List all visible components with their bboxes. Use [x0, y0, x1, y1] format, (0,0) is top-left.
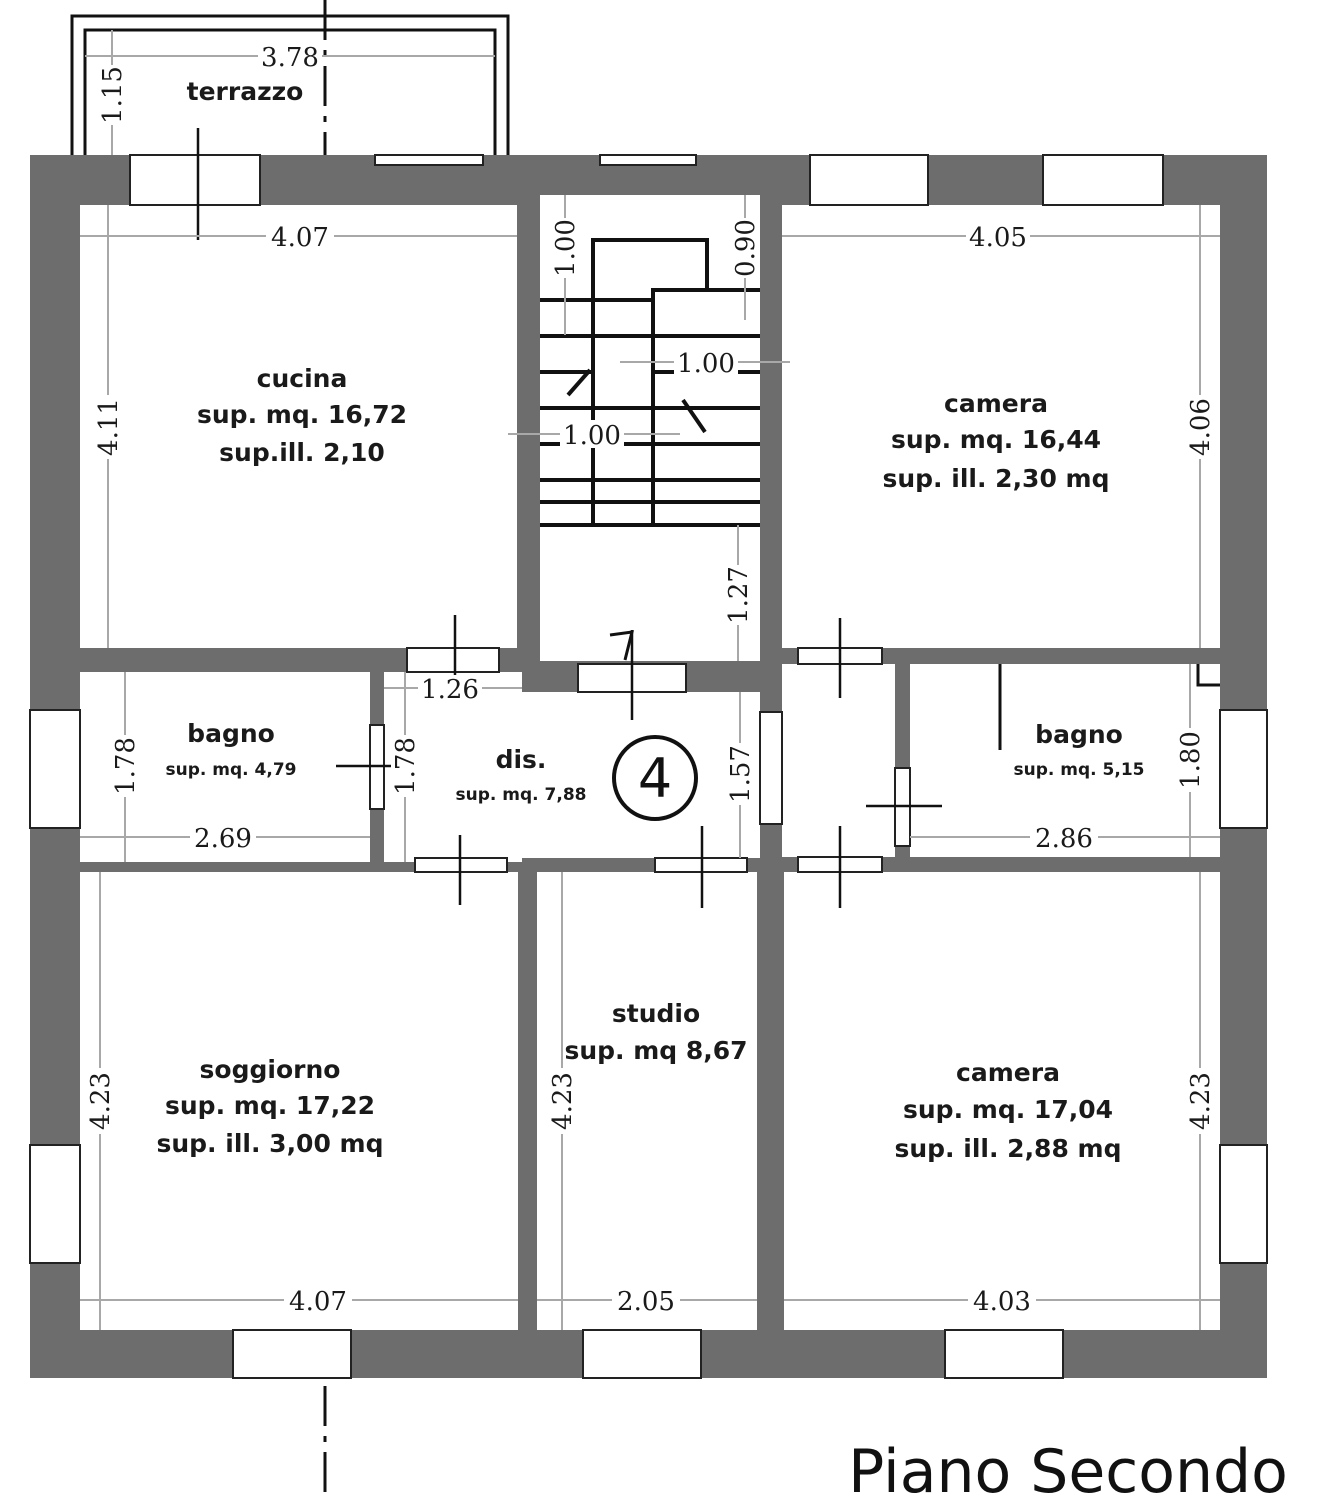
dim-bagno-right-width: 2.86: [1035, 824, 1093, 854]
room-camera-top-ill: sup. ill. 2,30 mq: [882, 464, 1110, 493]
dim-camera-bottom-width: 4.03: [973, 1287, 1031, 1317]
dim-camera-top-height: 4.06: [1186, 398, 1216, 456]
dim-soggiorno-height: 4.23: [86, 1072, 116, 1130]
room-soggiorno-ill: sup. ill. 3,00 mq: [156, 1129, 384, 1158]
room-bagno-right-sup: sup. mq. 5,15: [1013, 760, 1145, 780]
dim-soggiorno-width: 4.07: [289, 1287, 347, 1317]
room-bagno-left-name: bagno: [187, 719, 275, 748]
floor-title: Piano Secondo: [848, 1437, 1288, 1500]
room-camera-top-sup: sup. mq. 16,44: [891, 425, 1101, 454]
dim-bagno-left-width: 2.69: [194, 824, 252, 854]
dim-dis-width: 1.26: [421, 675, 479, 705]
room-bagno-right-name: bagno: [1035, 720, 1123, 749]
room-camera-bottom-name: camera: [956, 1058, 1060, 1087]
room-studio-name: studio: [611, 999, 701, 1028]
dim-terrazzo-height: 1.15: [98, 66, 128, 124]
dim-studio-height: 4.23: [548, 1072, 578, 1130]
dim-bagno-right-height: 1.80: [1176, 731, 1206, 789]
unit-number-badge: [614, 737, 696, 819]
dim-terrazzo-width: 3.78: [261, 43, 319, 73]
room-cucina-ill: sup.ill. 2,10: [219, 438, 385, 467]
dim-stair-landing: 1.27: [724, 566, 754, 624]
room-dis-name: dis.: [495, 745, 547, 774]
room-terrazzo-name: terrazzo: [186, 77, 304, 106]
dim-cucina-width: 4.07: [271, 223, 329, 253]
room-camera-bottom-ill: sup. ill. 2,88 mq: [894, 1134, 1122, 1163]
room-camera-top-name: camera: [944, 389, 1048, 418]
room-camera-bottom-sup: sup. mq. 17,04: [903, 1095, 1113, 1124]
dim-studio-width: 2.05: [617, 1287, 675, 1317]
dim-bagno-left-height: 1.78: [111, 737, 141, 795]
room-soggiorno-sup: sup. mq. 17,22: [165, 1091, 375, 1120]
dim-cucina-height: 4.11: [94, 398, 124, 456]
dim-camera-bottom-height: 4.23: [1186, 1072, 1216, 1130]
dim-stair-mid: 1.00: [677, 349, 735, 379]
room-studio-sup: sup. mq 8,67: [564, 1036, 748, 1065]
dim-dis-height: 1.78: [391, 737, 421, 795]
room-cucina-name: cucina: [256, 364, 348, 393]
dim-dis-right-height: 1.57: [726, 745, 756, 803]
unit-number: 4: [637, 747, 673, 810]
dim-stair-top-left: 1.00: [551, 219, 581, 277]
room-soggiorno-name: soggiorno: [199, 1055, 341, 1084]
room-cucina-sup: sup. mq. 16,72: [197, 400, 407, 429]
dim-stair-lower: 1.00: [563, 421, 621, 451]
dim-stair-top-right: 0.90: [731, 219, 761, 277]
room-dis-sup: sup. mq. 7,88: [455, 785, 587, 805]
dim-camera-top-width: 4.05: [969, 223, 1027, 253]
room-bagno-left-sup: sup. mq. 4,79: [165, 760, 297, 780]
